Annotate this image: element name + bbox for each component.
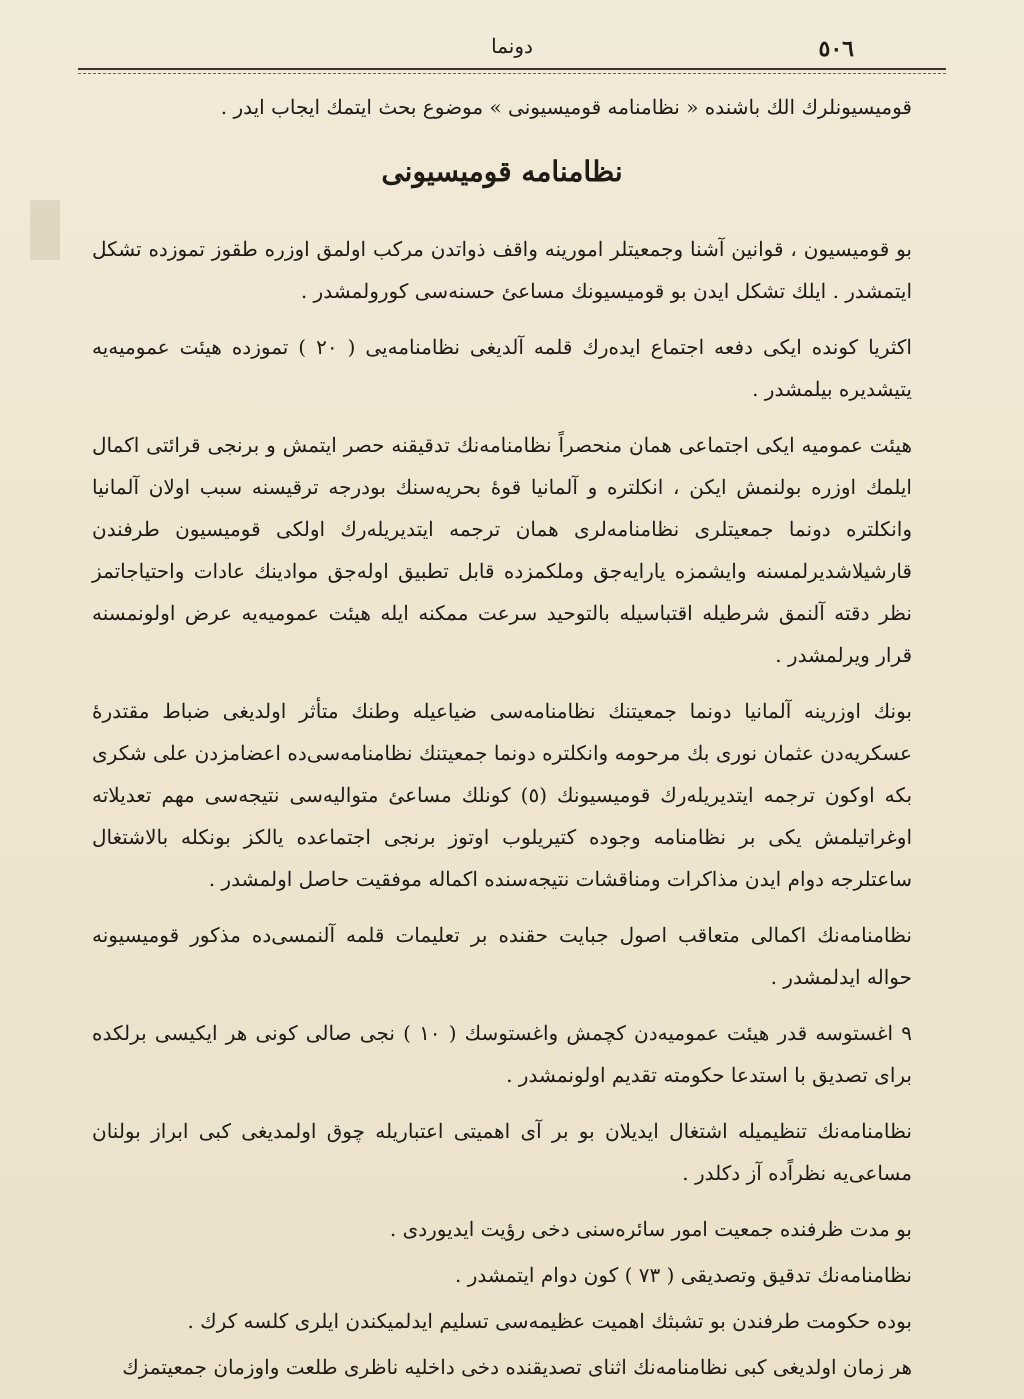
closing-line: هر زمان اولدیغی کبی نظامنامه‌نك اثنای تصدیقنده دخی داخلیه ناظری طلعت واوزمان جمعیتمزك	[122, 1355, 912, 1379]
paper-stain	[30, 200, 60, 260]
intro-paragraph: قومیسیونلرك الك باشنده « نظامنامه قومیسیونی » موضوع بحث ایتمك ایجاب ایدر .	[220, 95, 912, 119]
page-body	[92, 86, 912, 1392]
header-rule	[78, 68, 946, 70]
paragraph: نظامنامه‌نك اکمالی متعاقب اصول جبایت حقنده بر تعلیمات قلمه آلنمسی‌ده مذکور قومیسیونه حواله ایدلمشدر .	[92, 923, 913, 989]
page-number: ٥٠٦	[818, 36, 854, 62]
closing-line: بو مدت ظرفنده جمعیت امور سائره‌سنی دخی رؤیت ایدیوردی .	[389, 1217, 912, 1241]
section-heading: نظامنامه قومیسیونی	[381, 155, 623, 188]
paragraph: نظامنامه‌نك تنظیمیله اشتغال ایدیلان بو بر آی اهمیتی اعتباریله چوق اولمدیغی کبی ابراز بولنان مساعی‌یه نظراً‌ده آز دکلدر .	[92, 1119, 912, 1185]
running-title: دونما	[491, 34, 533, 58]
paragraph: ٩ اغستوسه قدر هیئت عمومیه‌دن کچمش واغستوسك ( ١٠ ) نجی صالی کونی هر ایکیسی برلکده برای تصدیق با استدعا حکومته تقدیم اولونمشدر .	[92, 1021, 912, 1087]
header-rule-secondary	[78, 73, 946, 74]
paragraph: بو قومیسیون ، قوانین آشنا وجمعیتلر امورینه واقف ذواتدن مرکب اولمق اوزره طقوز تموزده تشکل ایتمشدر . ایلك تشکل ایدن بو قومیسیونك مساعئ حسنه‌سی کورولمشدر .	[92, 237, 912, 303]
page-header	[60, 28, 964, 68]
closing-line: بوده حکومت طرفندن بو تشبثك اهمیت عظیمه‌سی تسلیم ایدلمیکندن ایلری کلسه کرك .	[187, 1309, 912, 1333]
closing-line: نظامنامه‌نك تدقیق وتصدیقی ( ٧٣ ) کون دوام ایتمشدر .	[455, 1263, 912, 1287]
paragraph: اکثریا کونده ایکی دفعه اجتماع ایده‌رك قلمه آلدیغی نظامنامه‌یی ( ٢٠ ) تموزده هیئت عمومیه‌یه یتیشدیره بیلمشدر .	[92, 335, 912, 401]
paragraph: هیئت عمومیه ایکی اجتماعی همان منحصراً نظامنامه‌نك تدقیقنه حصر ایتمش و برنجی قرائتی اکمال ایلمك اوزره بولنمش ایکن ، انکلتره و آلمانیا قوهٔ بحریه‌سنك بودرجه ترقیسنه سبب اولان آلمانیا وانکلتره دونما جمعیتلری نظامنامه‌لری همان ترجمه ایتدیریله‌رك اولکی قومیسیون طرفندن قارشیلاشدیرلمسنه وایشمزه یارایه‌جق وملکمزده قابل تطبیق اوله‌جق موادینك عادات واحتیاجاتمز نظر دقته آلنمق شرطیله اقتباسیله بالتوحید سرعت ممکنه ایله هیئت عمومیه‌یه عرض اولونمسنه قرار ویرلمشدر .	[92, 433, 913, 667]
paragraph: بونك اوزرینه آلمانیا دونما جمعیتنك نظامنامه‌سی ضیاعیله وطنك متأثر اولدیغی ضباط مقتدرهٔ عسکریه‌دن عثمان نوری بك مرحومه وانکلتره دونما جمعیتنك نظامنامه‌سی‌ده اعضامزدن علی شکری بکه اوکون ترجمه ایتدیریله‌رك قومیسیونك (٥) کونلك مساعئ متوالیه‌سی نتیجه‌سی مهم تعدیلاته اوغراتیلمش یکی بر نظامنامه وجوده کتیریلوب اوتوز برنجی اجتماعده یالکز بونکله بالاشتغال ساعتلرجه دوام ایدن مذاکرات ومناقشات نتیجه‌سنده اکماله موفقیت حاصل اولمشدر .	[92, 699, 913, 891]
